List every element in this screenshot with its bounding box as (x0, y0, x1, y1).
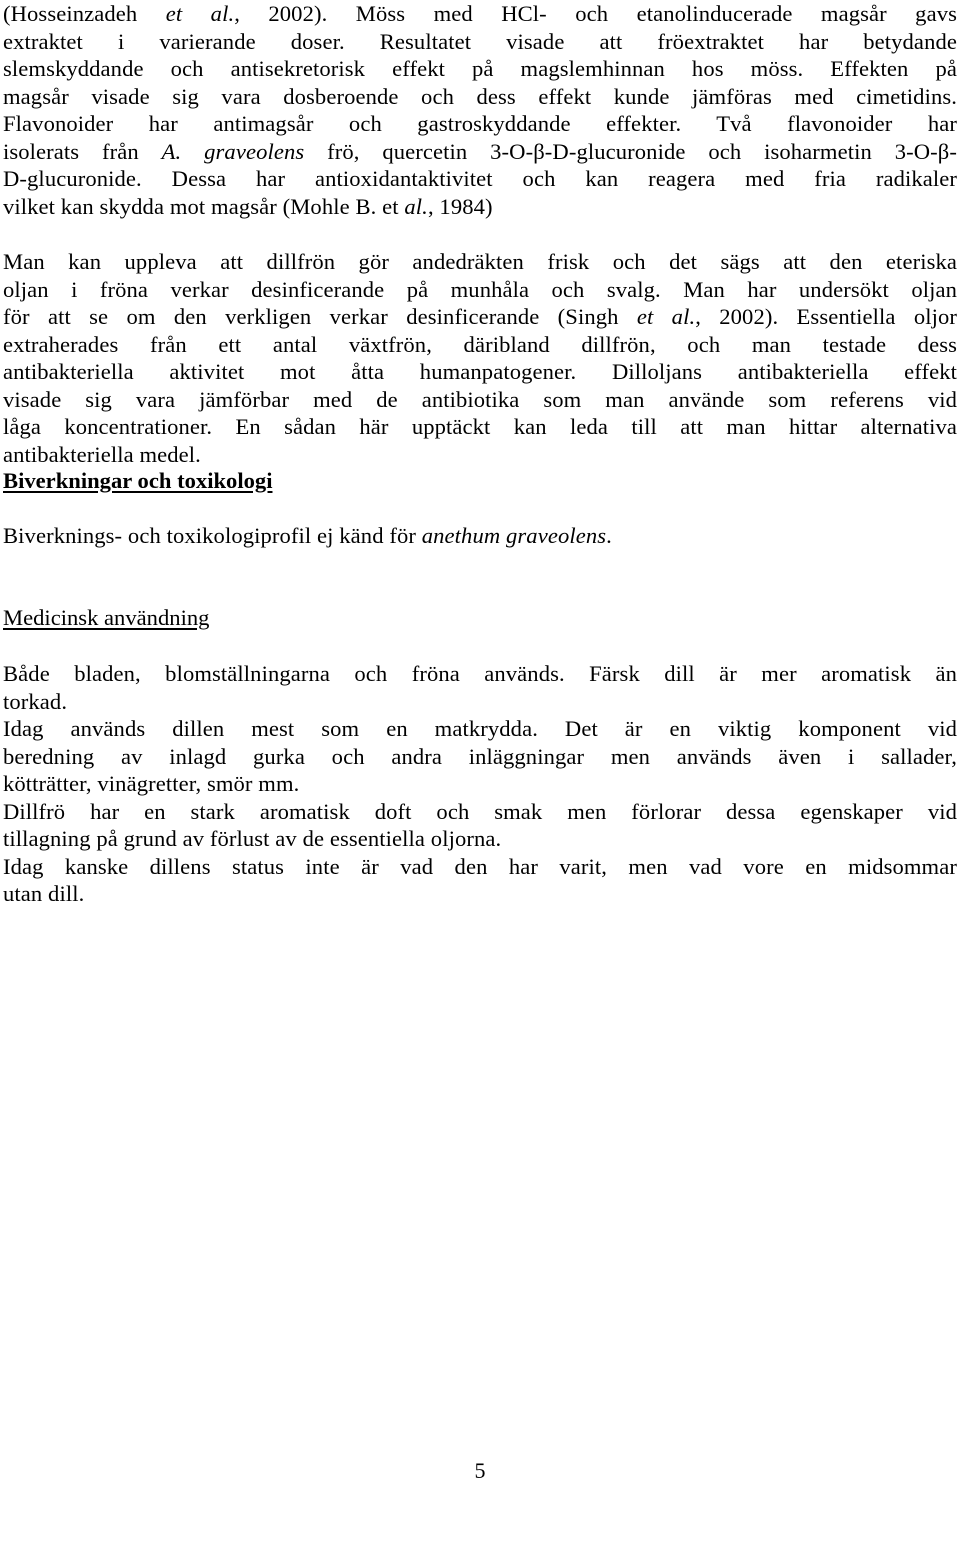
text-line: Dillfrö har en stark aromatisk doft och smak men förlorar dessa egenskaper vid (3, 798, 957, 824)
paragraph-ulcer-effects (3, 0, 957, 220)
text-span: . (606, 523, 612, 548)
text-line: Både bladen, blomställningarna och fröna används. Färsk dill är mer aromatisk än (3, 661, 957, 686)
text-line: D-glucuronide. Dessa har antioxidantaktivitet och kan reagera med fria radikaler (3, 166, 957, 191)
italic-span: et al. (165, 1, 235, 26)
text-line: visade sig vara jämförbar med de antibiotika som man använde som referens vid (3, 386, 957, 412)
paragraph-antibacterial (3, 248, 957, 468)
text-line: utan dill. (3, 881, 85, 906)
text-span: frö, quercetin 3-O-β-D-glucuronide och isoharmetin 3-O-β- (304, 138, 957, 164)
text-line: extraherades från ett antal växtfrön, däribland dillfrön, och man testade dess (3, 331, 957, 357)
text-line: antibakteriella medel. (3, 441, 201, 467)
section-heading-side-effects: Biverkningar och toxikologi (3, 468, 273, 493)
text-line (3, 303, 957, 331)
page-number: 5 (474, 1458, 486, 1483)
text-line: låga koncentrationer. En sådan här upptäckt kan leda till att man hittar alternativa (3, 414, 957, 439)
text-line: slemskyddande och antisekretorisk effekt på magslemhinnan hos möss. Effekten på (3, 56, 957, 81)
text-line: Flavonoider har antimagsår och gastroskyddande effekter. Två flavonoider har (3, 111, 957, 136)
text-line: Idag kanske dillens status inte är vad den har varit, men vad vore en midsommar (3, 853, 957, 879)
italic-span: anethum graveolens (421, 523, 607, 548)
italic-span: et al. (636, 304, 696, 329)
italic-span: al. (404, 193, 428, 219)
section-heading-medical-use: Medicinsk användning (3, 605, 210, 630)
text-line: tillagning på grund av förlust av de essentiella oljorna. (3, 826, 502, 851)
text-span: för att se om den verkligen verkar desinficerande (Singh (3, 304, 637, 329)
paragraph-toxicology (3, 522, 957, 550)
text-span: isolerats från (3, 138, 162, 164)
text-line (3, 138, 957, 166)
text-span: , 2002). Möss med HCl- och etanolinducerade magsår gavs (234, 1, 957, 26)
text-line: Idag används dillen mest som en matkrydda. Det är en viktig komponent vid (3, 716, 957, 741)
text-span: (Hosseinzadeh (3, 1, 166, 26)
text-line: oljan i fröna verkar desinficerande på munhåla och svalg. Man har undersökt oljan (3, 276, 957, 302)
text-line (3, 522, 957, 550)
text-span: , 2002). Essentiella oljor (695, 304, 957, 329)
text-line: magsår visade sig vara dosberoende och dess effekt kunde jämföras med cimetidins. (3, 83, 957, 109)
italic-span: A. graveolens (161, 138, 305, 164)
text-line: extraktet i varierande doser. Resultatet visade att fröextraktet har betydande (3, 28, 957, 54)
text-line: beredning av inlagd gurka och andra inläggningar men används även i sallader, (3, 743, 957, 769)
text-line: antibakteriella aktivitet mot åtta humanpatogener. Dilloljans antibakteriella effekt (3, 359, 957, 384)
text-line: torkad. (3, 688, 68, 714)
text-line (3, 193, 957, 221)
text-span: vilket kan skydda mot magsår (Mohle B. et (3, 193, 405, 219)
text-line (3, 0, 957, 28)
text-line: Man kan uppleva att dillfrön gör andedräkten frisk och det sägs att den eteriska (3, 249, 957, 274)
text-span: Biverknings- och toxikologiprofil ej känd för (3, 523, 422, 548)
text-span: , 1984) (427, 193, 493, 219)
paragraph-medical-use (3, 660, 957, 908)
text-line: kötträtter, vinägretter, smör mm. (3, 771, 300, 796)
